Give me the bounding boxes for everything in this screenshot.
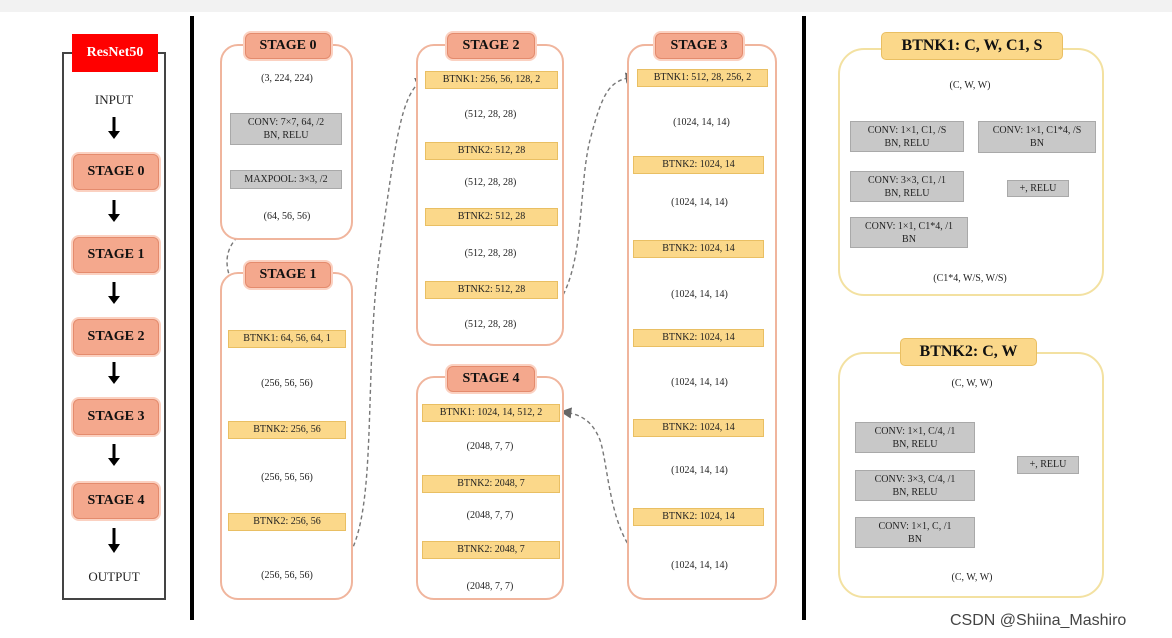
input-label: INPUT	[94, 92, 134, 107]
stage1-btnk2-2: BTNK2: 256, 56	[228, 513, 346, 531]
stage2-shape-4: (512, 28, 28)	[464, 319, 517, 330]
conv-line-1: CONV: 3×3, C1, /1	[868, 175, 946, 186]
csdn-watermark: CSDN @Shiina_Mashiro	[950, 612, 1127, 629]
btnk1-title: BTNK1: C, W, C1, S	[881, 32, 1063, 60]
stage2-shape-3: (512, 28, 28)	[464, 248, 517, 259]
stage4-btnk2-1: BTNK2: 2048, 7	[422, 475, 560, 493]
conv-line-1: CONV: 1×1, C1*4, /1	[865, 221, 953, 232]
btnk2-conv1	[855, 422, 975, 453]
stage2-btnk2-2: BTNK2: 512, 28	[425, 208, 558, 226]
flow-arrow	[110, 362, 118, 384]
divider-right	[802, 16, 806, 620]
conv-line-1: CONV: 1×1, C, /1	[878, 521, 952, 532]
overview-stage-0: STAGE 0	[73, 154, 159, 190]
flow-arrow	[110, 200, 118, 222]
stage4-btnk1: BTNK1: 1024, 14, 512, 2	[422, 404, 560, 422]
btnk2-title: BTNK2: C, W	[900, 338, 1037, 366]
stage4-btnk2-2: BTNK2: 2048, 7	[422, 541, 560, 559]
stage0-conv-block	[230, 113, 342, 145]
flow-arrow	[110, 282, 118, 304]
btnk1-conv2	[850, 171, 964, 202]
stage3-btnk2-1: BTNK2: 1024, 14	[633, 156, 764, 174]
stage3-shape-3: (1024, 14, 14)	[671, 289, 728, 300]
stage1-shape-2: (256, 56, 56)	[261, 472, 313, 483]
conv-line-2: BN	[1030, 138, 1044, 149]
stage2-btnk2-1: BTNK2: 512, 28	[425, 142, 558, 160]
stage1-shape-3: (256, 56, 56)	[261, 570, 313, 581]
stage3-btnk1: BTNK1: 512, 28, 256, 2	[637, 69, 768, 87]
btnk1-output: (C1*4, W/S, W/S)	[933, 273, 1007, 284]
conv-line-2: BN, RELU	[892, 487, 938, 498]
conv-line-1: CONV: 1×1, C1, /S	[867, 125, 947, 136]
conv-line-1: CONV: 3×3, C/4, /1	[874, 474, 956, 485]
conv-line-2: BN, RELU	[884, 138, 930, 149]
btnk1-shortcut-conv	[978, 121, 1096, 153]
conv-line-1: CONV: 1×1, C1*4, /S	[992, 125, 1082, 136]
overview-stage-1: STAGE 1	[73, 237, 159, 273]
btnk2-input: (C, W, W)	[951, 378, 993, 389]
stage2-btnk2-3: BTNK2: 512, 28	[425, 281, 558, 299]
btnk1-conv1	[850, 121, 964, 152]
conv-line-2: BN	[902, 234, 916, 245]
overview-stage-2: STAGE 2	[73, 319, 159, 355]
stage2-box	[416, 44, 564, 346]
conv-line-1: CONV: 1×1, C/4, /1	[874, 426, 956, 437]
overview-stage-4: STAGE 4	[73, 483, 159, 519]
stage0-output-shape: (64, 56, 56)	[263, 211, 311, 222]
flow-arrow	[110, 117, 118, 139]
stage1-shape-1: (256, 56, 56)	[261, 378, 313, 389]
btnk2-output: (C, W, W)	[951, 572, 993, 583]
btnk1-add-relu: +, RELU	[1007, 180, 1069, 197]
stage3-btnk2-4: BTNK2: 1024, 14	[633, 419, 764, 437]
stage0-input-shape: (3, 224, 224)	[261, 73, 313, 84]
stage3-btnk2-2: BTNK2: 1024, 14	[633, 240, 764, 258]
btnk2-conv3	[855, 517, 975, 548]
stage4-shape-2: (2048, 7, 7)	[466, 510, 514, 521]
stage2-shape-1: (512, 28, 28)	[464, 109, 517, 120]
btnk2-add-relu: +, RELU	[1017, 456, 1079, 474]
stage3-title: STAGE 3	[655, 33, 743, 59]
stage1-btnk1: BTNK1: 64, 56, 64, 1	[228, 330, 346, 348]
divider-left	[190, 16, 194, 620]
stage2-btnk1: BTNK1: 256, 56, 128, 2	[425, 71, 558, 89]
stage4-shape-3: (2048, 7, 7)	[466, 581, 514, 592]
stage4-shape-1: (2048, 7, 7)	[466, 441, 514, 452]
conv-line-2: BN, RELU	[263, 130, 309, 141]
btnk2-conv2	[855, 470, 975, 501]
stage3-btnk2-5: BTNK2: 1024, 14	[633, 508, 764, 526]
stage2-shape-2: (512, 28, 28)	[464, 177, 517, 188]
btnk1-input: (C, W, W)	[949, 80, 991, 91]
flow-arrow	[110, 444, 118, 466]
stage0-maxpool-block: MAXPOOL: 3×3, /2	[230, 170, 342, 189]
overview-stage-3: STAGE 3	[73, 399, 159, 435]
stage3-shape-5: (1024, 14, 14)	[671, 465, 728, 476]
output-label: OUTPUT	[88, 569, 140, 584]
stage3-shape-4: (1024, 14, 14)	[671, 377, 728, 388]
stage3-shape-2: (1024, 14, 14)	[671, 197, 728, 208]
stage3-btnk2-3: BTNK2: 1024, 14	[633, 329, 764, 347]
stage3-shape-6: (1024, 14, 14)	[671, 560, 728, 571]
flow-arrow	[110, 528, 118, 554]
conv-line-2: BN, RELU	[884, 188, 930, 199]
stage1-title: STAGE 1	[245, 262, 331, 288]
conv-line-2: BN, RELU	[892, 439, 938, 450]
stage0-title: STAGE 0	[245, 33, 331, 59]
stage4-title: STAGE 4	[447, 366, 535, 392]
btnk1-conv3	[850, 217, 968, 248]
conv-line-1: CONV: 7×7, 64, /2	[247, 117, 325, 128]
stage1-btnk2-1: BTNK2: 256, 56	[228, 421, 346, 439]
conv-line-2: BN	[908, 534, 922, 545]
stage2-title: STAGE 2	[447, 33, 535, 59]
stage3-shape-1: (1024, 14, 14)	[673, 117, 730, 128]
resnet50-title: ResNet50	[72, 34, 158, 72]
